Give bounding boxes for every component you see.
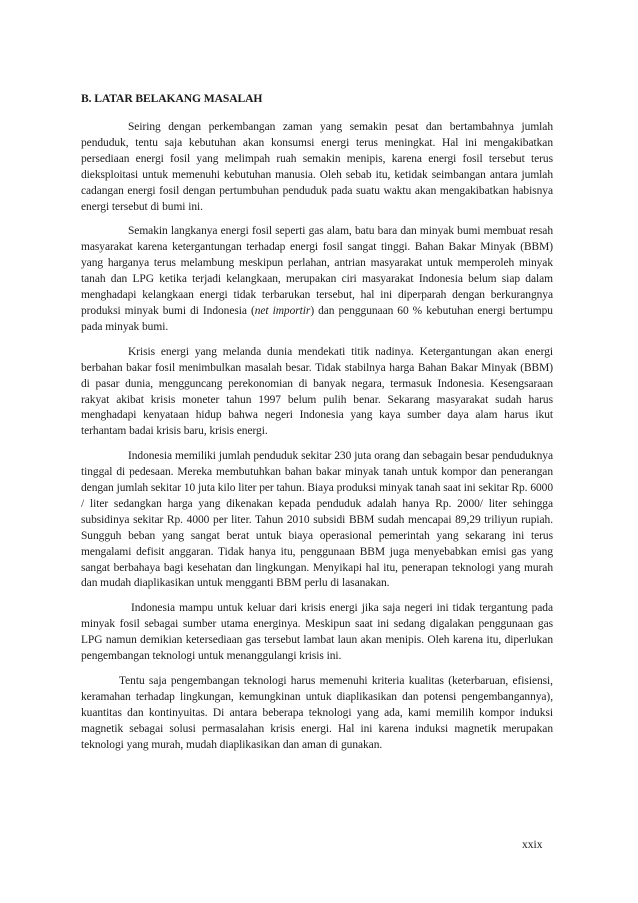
paragraph-2-text-before: Semakin langkanya energi fosil seperti gas alam, batu bara dan minyak bumi membuat resah masyarakat karena ketergantungan terhadap energi fosil sangat tinggi. Bahan Bakar Minyak (BBM) yang harganya terus melambung meskipun perlahan, antrian masyarakat untuk memperoleh minyak tanah dan LPG ketika terjadi kelangkaan, merupakan ciri masyarakat Indonesia belum siap dalam menghadapi kelangkaan energi tidak terbarukan tersebut, hal ini diperparah dengan berkurangnya produksi minyak bumi di Indonesia ( — [81, 225, 553, 317]
section-heading: B. LATAR BELAKANG MASALAH — [81, 92, 263, 105]
paragraph-2 — [81, 224, 553, 335]
paragraph-3: Krisis energi yang melanda dunia mendekati titik nadinya. Ketergantungan akan energi berbahan bakar fosil menimbulkan masalah besar. Tidak stabilnya harga Bahan Bakar Minyak (BBM) di pasar dunia, mengguncang perekonomian di banyak negara, termasuk Indonesia. Kesengsaraan rakyat akibat krisis moneter tahun 1997 belum pulih benar. Sekarang masyarakat sudah harus menghadapi kenyataan hidup bahwa negeri Indonesia yang kaya sumber daya alam harus ikut terhantam badai krisis baru, krisis energi. — [81, 345, 553, 438]
paragraph-6: Tentu saja pengembangan teknologi harus memenuhi kriteria kualitas (keterbaruan, efisiensi, keramahan terhadap lingkungan, kemungkinan untuk diaplikasikan dan potensi pengembangannya), kuantitas dan kontinyuitas. Di antara beberapa teknologi yang ada, kami memilih kompor induksi magnetik sebagai solusi permasalahan krisis energi. Hal ini karena induksi magnetik merupakan teknologi yang murah, mudah diaplikasikan dan aman di gunakan. — [81, 675, 553, 751]
paragraph-1: Seiring dengan perkembangan zaman yang semakin pesat dan bertambahnya jumlah penduduk, tentu saja kebutuhan akan konsumsi energi terus meningkat. Hal ini mengakibatkan persediaan energi fosil yang melimpah ruah semakin menipis, karena energi fosil tersebut terus dieksploitasi untuk memenuhi kebutuhan manusia. Oleh sebab itu, ketidak seimbangan antara jumlah cadangan energi fosil dengan pertumbuhan penduduk pada suatu waktu akan mengakibatkan habisnya energi tersebut di bumi ini. — [81, 121, 553, 213]
page-content — [81, 91, 553, 754]
paragraph-2-text-after: ) dan penggunaan 60 % kebutuhan energi bertumpu pada minyak bumi. — [81, 304, 553, 333]
paragraph-4: Indonesia memiliki jumlah penduduk sekitar 230 juta orang dan sebagain besar penduduknya tinggal di pedesaan. Mereka membutuhkan bahan bakar minyak tanah untuk kompor dan penerangan dengan jumlah sekitar 10 juta kilo liter per tahun. Biaya produksi minyak tanah saat ini sekitar Rp. 6000 / liter sedangkan harga yang dikenakan kepada penduduk adalah hanya Rp. 2000/ liter sehingga subsidinya sekitar Rp. 4000 per liter. Tahun 2010 subsidi BBM sudah mencapai 89,29 triliyun rupiah. Sungguh beban yang sangat berat untuk biaya operasional pemerintah yang sekarang ini terus mengalami defisit anggaran. Tidak hanya itu, penggunaan BBM juga menyebabkan emisi gas yang sangat berbahaya bagi kesehatan dan lingkungan. Menyikapi hal itu, penerapan teknologi yang murah dan mudah diaplikasikan untuk mengganti BBM perlu di lasanakan. — [81, 450, 553, 590]
page-number: xxix — [522, 839, 543, 851]
paragraph-5: Indonesia mampu untuk keluar dari krisis energi jika saja negeri ini tidak tergantung pada minyak fosil sebagai sumber utama energinya. Meskipun saat ini sedang digalakan penggunaan gas LPG namun demikian ketersediaan gas tersebut lambat laun akan menipis. Oleh karena itu, diperlukan pengembangan teknologi untuk menanggulangi krisis ini. — [81, 602, 553, 663]
paragraph-2-italic-term: net importir — [254, 304, 311, 317]
